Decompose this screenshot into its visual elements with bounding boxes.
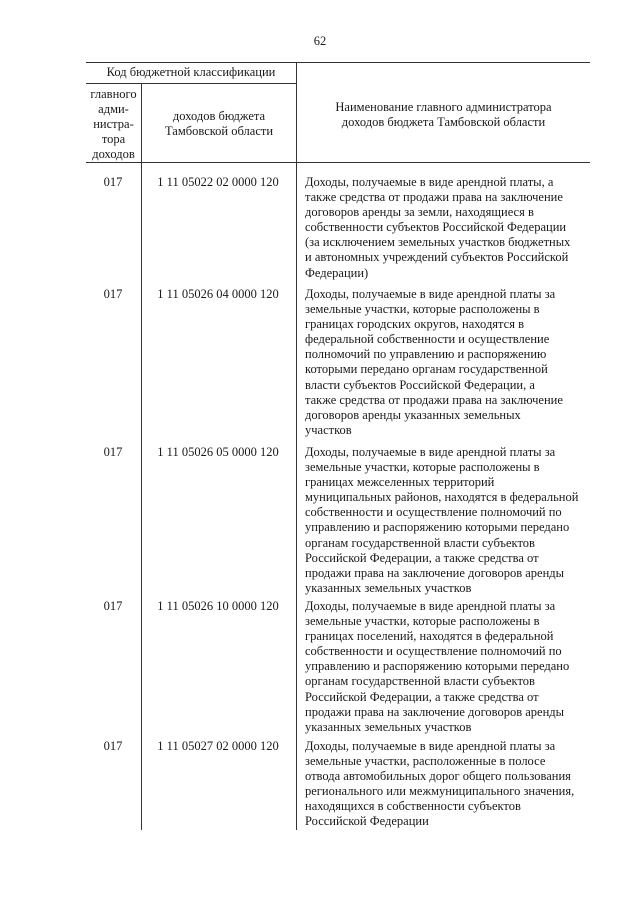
column-divider-2	[296, 62, 297, 830]
revenue-name: Доходы, получаемые в виде арендной платы за земельные участки, которые расположены в границах поселений, находятся в федеральной собственности и осуществление полномочий по управлению и распоряжению которыми передано органам государственной власти субъектов Российской Федерации, а также средства от продажи права на заключение договоров аренды указанных земельных участков	[305, 599, 570, 734]
revenue-name: Доходы, получаемые в виде арендной платы за земельные участки, расположенные в полосе отвода автомобильных дорог общего пользования регионального или межмуниципального значения, находящихся в собственности субъектов Российской Федерации	[305, 739, 575, 829]
admin-code: 017	[103, 287, 123, 301]
admin-code: 017	[103, 175, 123, 189]
column-divider-1-body	[141, 163, 142, 830]
table-top-rule	[86, 62, 590, 63]
revenue-name: Доходы, получаемые в виде арендной платы за земельные участки, которые расположены в границах межселенных территорий муниципальных районов, находятся в федеральной собственности и осуществление полномочий по управлению и распоряжению которыми передано органам государственной власти субъектов Российской Федерации, а также средства от продажи права на заключение договоров аренды указанных земельных участков	[305, 445, 579, 595]
admin-code: 017	[103, 599, 123, 613]
admin-code: 017	[103, 445, 123, 459]
admin-code: 017	[103, 739, 123, 753]
budget-code: 1 11 05027 02 0000 120	[157, 739, 279, 753]
budget-code: 1 11 05026 05 0000 120	[157, 445, 279, 459]
page-number: 62	[313, 34, 327, 48]
header-col-code: доходов бюджета Тамбовской области	[164, 109, 274, 138]
header-col-name: Наименование главного администратора доходов бюджета Тамбовской области	[335, 100, 552, 129]
header-group-label: Код бюджетной классификации	[106, 65, 276, 79]
revenue-name: Доходы, получаемые в виде арендной платы за земельные участки, которые расположены в границах городских округов, находятся в федеральной собственности и осуществление полномочий по управлению и распоряжению которыми передано органам государственной власти субъектов Российской Федерации, а также средства от продажи права на заключение договоров аренды указанных земельных участков	[305, 287, 563, 437]
budget-code: 1 11 05026 04 0000 120	[157, 287, 279, 301]
budget-code: 1 11 05022 02 0000 120	[157, 175, 279, 189]
header-col-admin: главного адми- нистра- тора доходов	[90, 87, 137, 161]
revenue-name: Доходы, получаемые в виде арендной платы, а также средства от продажи права на заключение договоров аренды за земли, находящиеся в собственности субъектов Российской Федерации (за исключением земельных участков бюджетных и автономных учреждений субъектов Российской Федерации)	[305, 175, 571, 280]
subheader-rule	[86, 83, 296, 84]
budget-code: 1 11 05026 10 0000 120	[157, 599, 279, 613]
header-bottom-rule	[86, 162, 590, 163]
